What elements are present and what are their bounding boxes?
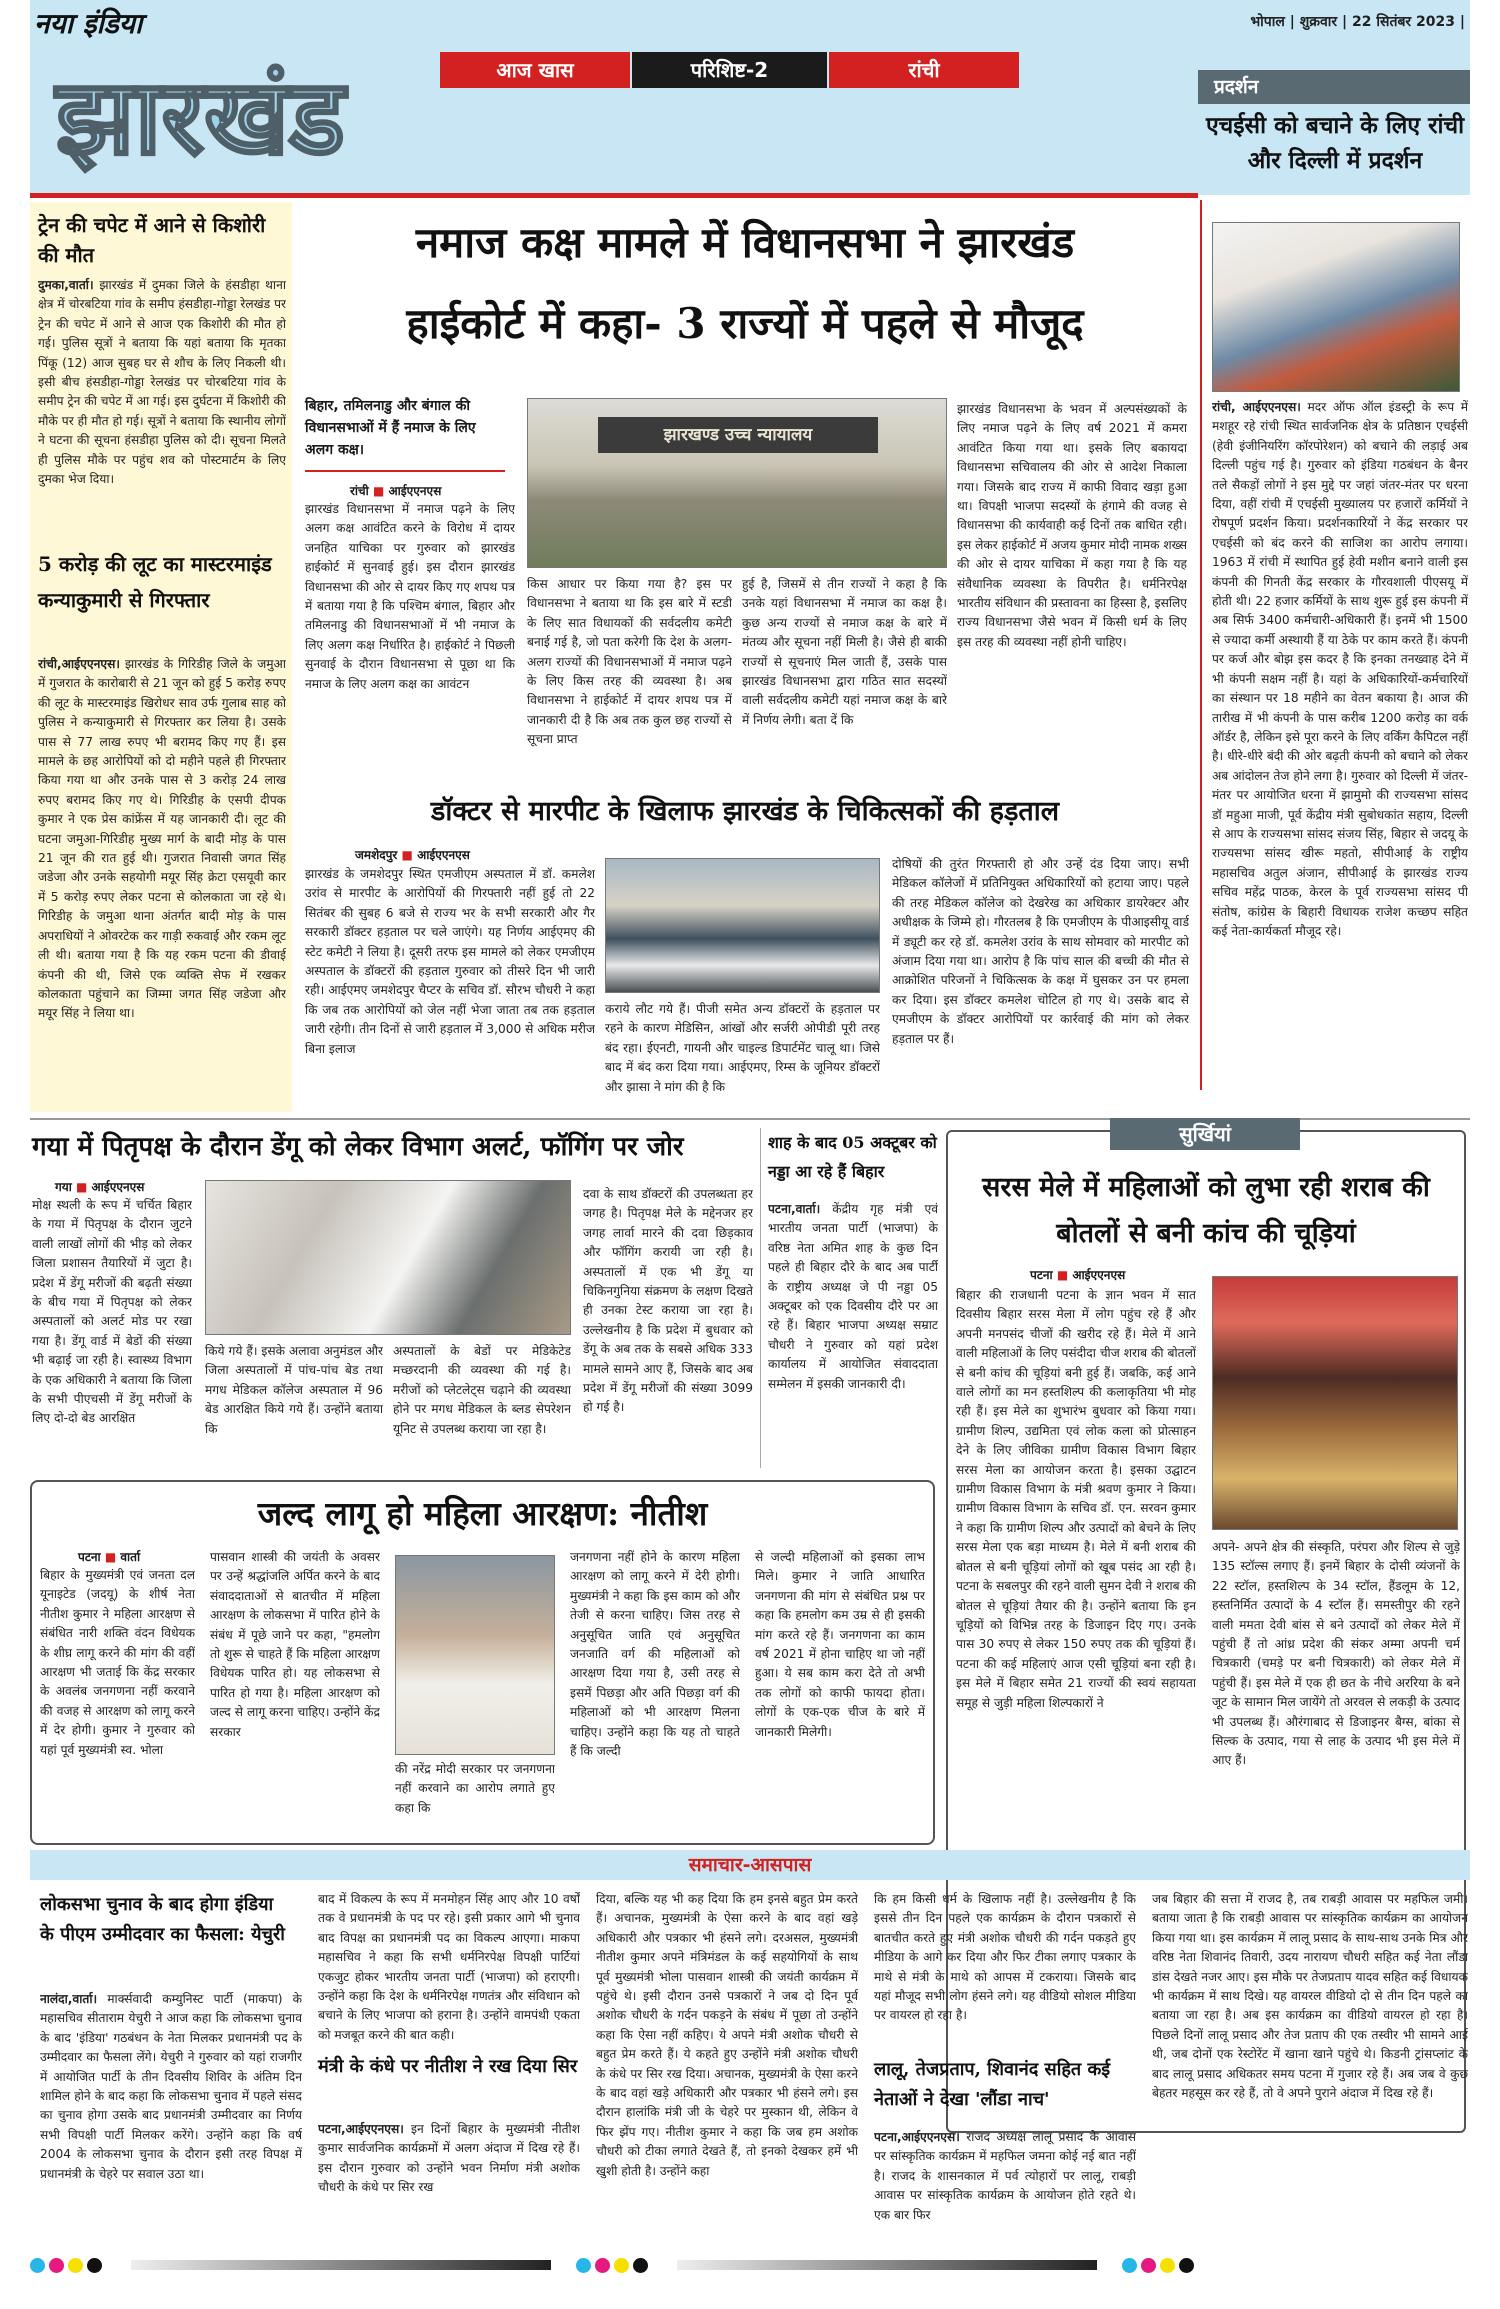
namaz-col-4: झारखंड विधानसभा के भवन में अल्पसंख्यकों के लिए नमाज पढ़ने के लिए वर्ष 2021 में कमरा आवंटित किया गया था। इसके लिए बकायदा विधानसभा सचिवालय की ओर से आदेश निकाला गया। जिसके बाद राज्य में काफी विवाद खड़ा हुआ था। विपक्षी भाजपा सदस्यों के हंगामे की वजह से विधानसभा की कार्यवाही कई दिनों तक बाधित रही। इस लेकर हाईकोर्ट में अजय कुमार मोदी नामक शख्स की ओर से दायर याचिका में कहा गया है कि यह संवैधानिक व्यवस्था के विपरीत है। धर्मनिरपेक्ष भारतीय संविधान की प्रस्तावना का हिस्सा है, इसलिए राज्य विधानसभा जैसे भवन में किसी धर्म के लिए इस तरह की व्यवस्था नहीं होनी चाहिए। bbox=[957, 402, 1187, 649]
nitish-col-1: बिहार के मुख्यमंत्री एवं जनता दल यूनाइटेड (जदयू) के शीर्ष नेता नीतीश कुमार ने महिला आरक्षण से संबंधित नारी शक्ति वंदन विधेयक के शीघ्र लागू करने की मांग की वहीं आरक्षण भी जताई कि केंद्र सरकार के अवलंब जनगणना नहीं करवाने की वजह से आरक्षण को लागू करने में देर होगी। कुमार ने गुरुवार को यहां पूर्व मुख्यमंत्री स्व. भोला bbox=[40, 1568, 195, 1757]
nitish-col-2: पासवान शास्त्री की जयंती के अवसर पर उन्हें श्रद्धांजलि अर्पित करने के बाद संवाददाताओं से बातचीत में महिला आरक्षण के लोकसभा में पारित होने के संबंध में पूछे जाने पर कहा, "हमलोग तो शुरू से चाहते हैं कि महिला आरक्षण विधेयक पारित हो। यह लोकसभा से पारित हो गया है। महिला आरक्षण को जल्द से लागू करना चाहिए। उन्होंने केंद्र सरकार bbox=[210, 1550, 380, 1739]
paper-name: नया इंडिया bbox=[34, 7, 143, 40]
yechury-headline: लोकसभा चुनाव के बाद होगा इंडिया के पीएम उम्मीदवार का फैसला: येचुरी bbox=[40, 1894, 285, 1945]
nitish-col-3: की नरेंद्र मोदी सरकार पर जनगणना नहीं करवाने का आरोप लगाते हुए कहा कि bbox=[395, 1762, 555, 1815]
doctors-strike-photo bbox=[605, 858, 880, 993]
gaya-dateline: गया ■ आईएएनएस bbox=[55, 1180, 145, 1194]
shah-headline: शाह के बाद 05 अक्टूबर को नड्डा आ रहे हैं बिहार bbox=[768, 1133, 937, 1181]
surkhiyan-col-1: बिहार की राजधानी पटना के ज्ञान भवन में सात दिवसीय बिहार सरस मेला में लोग पहुंच रहे हैं और अपनी मनपसंद चीजों की खरीद रहे हैं। मेले में आने वाली महिलाओं के लिए पसंदीदा चीज शराब की बोतलों से बनी कांच की चूड़ियां बनी हुई हैं। जबकि, कई आने वाले लोगों का मन हस्तशिल्प की कलाकृतिया भी मोह रही हैं। इस मेले का शुभारंभ बुधवार को किया गया। ग्रामीण शिल्प, उद्यमिता एवं लोक कला को प्रोत्साहन देने के लिए जीविका ग्रामीण विकास विभाग बिहार सरस मेला का आयोजन करता है। इसका उद्घाटन ग्रामीण विकास विभाग के मंत्री श्रवण कुमार ने किया। ग्रामीण विकास विभाग के सचिव डॉ. एन. सरवन कुमार ने कहा कि ग्रामीण शिल्प और उत्पादों को बेचने के लिए सरस मेला एक बड़ा माध्यम है। मेले में बनी शराब की बोतल से बनी चूड़ियां लोगों को खूब पसंद आ रही है। पटना के सबलपुर की रहने वाली सुमन देवी ने शराब की बोतल से चूड़ियां तैयार की है। उन्होंने बताया कि इन चूड़ियों को विभिन्न तरह के डिजाइन दिए गए। उनके पास 30 रुपए से लेकर 150 रुपए तक की चूड़ियां हैं। पटना की कई महिलाएं आज एसी चूड़ियां बना रही है। इस मेले में बिहार समेत 21 राज्यों की स्वयं सहायता समूह से जुड़ी महिला शिल्पकारों ने bbox=[956, 1288, 1196, 1710]
nitish-portrait-photo bbox=[395, 1555, 555, 1755]
gaya-col-2: किये गये हैं। इसके अलावा अनुमंडल और जिला अस्पतालों में पांच-पांच बेड तथा मगध मेडिकल कॉलेज अस्पताल में 96 बेड आरक्षित किये गये हैं। उन्होंने बताया कि bbox=[205, 1344, 383, 1436]
namaz-col-2: किस आधार पर किया गया है? इस पर विधानसभा ने बताया था कि इस बारे में स्टडी के लिए सात विधायकों की सर्वदलीय कमेटी बनाई गई है, जो पता करेगी कि देश के अलग-अलग राज्यों की विधानसभाओं में नमाज पढ़ने के लिए किस तरह की व्यवस्था है। अब विधानसभा ने हाईकोर्ट में दायर शपथ पत्र में जानकारी दी है कि अब तक कुल छह राज्यों से सूचना प्राप्त bbox=[527, 577, 732, 747]
section-tab-aaj-khas[interactable]: आज खास bbox=[440, 52, 630, 88]
doctor-dateline: जमशेदपुर ■ आईएएनएस bbox=[355, 848, 470, 862]
yechury-col-1: नालंदा,वार्ता। मार्क्सवादी कम्युनिस्ट पार्टी (माकपा) के महासचिव सीताराम येचुरी ने आज कहा कि लोकसभा चुनाव के बाद 'इंडिया' गठबंधन के नेता मिलकर प्रधानमंत्री पद के उम्मीदवार का फैसला लेंगे। येचुरी ने गुरुवार को यहां राजगीर में आयोजित पार्टी के तीन दिवसीय शिविर के अंतिम दिन शामिल होने के बाद कहा कि लोकसभा चुनाव में पहले संसद का चुनाव होगा उसके बाद प्रधानमंत्री उम्मीदवार का निर्णय सभी विपक्षी पार्टी मिलकर करेंगे। उन्होंने कहा कि वर्ष 2004 के लोकसभा चुनाव के दौरान इसी तरह विपक्ष में प्रधानमंत्री के चेहरे पर सवाल उठा था। bbox=[40, 1992, 302, 2181]
gaya-col-3: अस्पतालों के बेडों पर मेडिकेटेड मच्छरदानी की व्यवस्था की गई है। मरीजों को प्लेटलेट्स चढ़ाने की व्यवस्था होने पर मगध मेडिकल के ब्लड सेपरेशन यूनिट से उपलब्ध कराया जा रहा है। bbox=[393, 1344, 571, 1436]
doctor-headline: डॉक्टर से मारपीट के खिलाफ झारखंड के चिकित्सकों की हड़ताल bbox=[430, 796, 1060, 827]
train-headline: ट्रेन की चपेट में आने से किशोरी की मौत bbox=[38, 213, 266, 267]
pradarshan-headline: एचईसी को बचाने के लिए रांची और दिल्ली में प्रदर्शन bbox=[1205, 112, 1465, 174]
court-signboard: झारखण्ड उच्च न्यायालय bbox=[598, 417, 878, 453]
namaz-dateline: रांची ■ आईएएनएस bbox=[350, 484, 442, 498]
loot-body: रांची,आईएएनएस। झारखंड के गिरिडीह जिले के जमुआ में गुजरात के कारोबारी से 21 जून को हुई 5 करोड़ रुपए की लूट के मास्टरमाइंड खिरोधर साव उर्फ गुलाब साह को पुलिस ने कन्याकुमारी से गिरफ्तार कर लिया है। उसके पास से 77 लाख रुपए भी बरामद किए गए हैं। इस मामले के छह आरोपियों को दो महीने पहले ही गिरफ्तार किया गया था और उनके पास से 3 करोड़ 24 लाख रुपए बरामद किए गए थे। गिरिडीह के एसपी दीपक कुमार ने एक प्रेस कांफ्रेंस में यह जानकारी दी। लूट की घटना जमुआ-गिरिडीह मुख्य मार्ग के बादी मोड़ के पास 21 जून की रात हुई थी। गुजरात निवासी जगत सिंह जडेजा और उनके सहयोगी मयूर सिंह क्रेटा एसयूवी कार में 5 करोड़ रुपए लेकर पटना से कोलकाता जा रहे थे। गिरिडीह के जमुआ थाना अंतर्गत बादी मोड़ के पास अपराधियों ने ओवरटेक कर गाड़ी रुकवाई और रकम लूट ली थी। बताया गया है कि यह रकम पटना की डीवाई कंपनी की थी, जिसे एक व्यक्ति सेफ में रखकर कोलकाता पहुंचाने का जिम्मा जगत सिंह जडेजा और मयूर सिंह ने लिया था। bbox=[38, 657, 286, 1021]
loot-headline: 5 करोड़ की लूट का मास्टरमाइंड कन्याकुमारी से गिरफ्तार bbox=[38, 552, 272, 612]
doctor-col-2: कराये लौट गये हैं। पीजी समेत अन्य डॉक्टरों के हड़ताल पर रहने के कारण मेडिसिन, आंखों और सर्जरी ओपीडी पूरी तरह बंद रहा। ईएनटी, गायनी और चाइल्ड डिपार्टमेंट चालू था। जिसे बाद में बंद करा दिया गया। आईएमए, रिम्स के जूनियर डॉक्टरों और झासा ने मांग की है कि bbox=[605, 1002, 880, 1094]
lalu-col-5: जब बिहार की सत्ता में राजद है, तब राबड़ी आवास पर महफिल जमी। बताया जाता है कि राबड़ी आवास पर सांस्कृतिक कार्यक्रम का आयोजन किया गया था। इस कार्यक्रम में लालू प्रसाद के साथ-साथ उनके मित्र और वरिष्ठ नेता शिवानंद तिवारी, उदय नारायण चौधरी सहित कई नेता लौंडा डांस देखते नजर आए। इस मौके पर तेजप्रताप यादव सहित कई विधायक भी कार्यक्रम में साथ दिखे। यह वायरल वीडियो दो से तीन दिन पहले का बताया जा रहा है। अब इस कार्यक्रम का वीडियो वायरल हो रहा है। पिछले दिनों लालू प्रसाद और तेज प्रताप की एक तस्वीर भी सामने आई थी, जब दोनों एक रेस्टोरेंट में खाना खाने पहुंचे थे। किडनी ट्रांसप्लांट के बाद लालू प्रसाद अधिकतर समय पटना में गुजार रहे हैं। अब जब वे कुछ बेहतर महसूस कर रहे हैं, तो वे अपने पुराने अंदाज में दिख रहे हैं। bbox=[1152, 1892, 1468, 2101]
yechury-col-2: बाद में विकल्प के रूप में मनमोहन सिंह आए और 10 वर्षों तक वे प्रधानमंत्री के पद पर रहे। इसी प्रकार आगे भी चुनाव बाद विपक्ष का प्रधानमंत्री पद का विकल्प आएगा। माकपा महासचिव ने कहा कि सभी धर्मनिरपेक्ष विपक्षी पार्टियां एकजुट होकर भारतीय जनता पार्टी (भाजपा) को हराएगी। उन्होंने कहा कि देश के धर्मनिरपेक्ष गणतंत्र और संविधान को बचाने के लिए भाजपा को हराना है। उन्होंने वामपंथी एकता को मजबूत करने की बात कही। bbox=[318, 1892, 580, 2042]
nitish-col-4: जनगणना नहीं होने के कारण महिला आरक्षण को लागू करने में देरी होगी। मुख्यमंत्री ने कहा कि इस काम को और तेजी से करना चाहिए। जिस तरह से अनुसूचित जाति एवं अनुसूचित जनजाति वर्ग की महिलाओं को आरक्षण दिया गया है, उसी तरह से इसमें पिछड़ा और अति पिछड़ा वर्ग की महिलाओं को भी आरक्षण मिलना चाहिए। उन्होंने कहा कि यह तो चाहते हैं कि जल्दी bbox=[570, 1550, 740, 1759]
hec-protest-photo bbox=[1212, 222, 1460, 392]
nitish-head-headline: मंत्री के कंधे पर नीतीश ने रख दिया सिर bbox=[318, 2056, 578, 2077]
high-court-photo bbox=[527, 398, 947, 568]
nitish-headline: जल्द लागू हो महिला आरक्षण: नीतीश bbox=[257, 1494, 708, 1533]
namaz-col-1: झारखंड विधानसभा में नमाज पढ़ने के लिए अलग कक्ष आवंटित करने के विरोध में दायर जनहित याचिका पर गुरुवार को झारखंड हाईकोर्ट में सुनवाई हुई। इस दौरान झारखंड विधानसभा की ओर से दायर किए गए शपथ पत्र में बताया गया है कि पश्चिम बंगाल, बिहार और तमिलनाडु की विधानसभाओं में भी नमाज के लिए अलग कक्ष निर्धारित है। हाईकोर्ट ने पिछली सुनवाई के दौरान विधानसभा से पूछा था कि नमाज के लिए अलग कक्ष का आवंटन bbox=[305, 502, 515, 691]
right-column-rule bbox=[1200, 200, 1202, 1090]
nitish-head-col-4: कि हम किसी धर्म के खिलाफ नहीं है। उल्लेखनीय है कि इससे तीन दिन पहले एक कार्यक्रम के दौरान पत्रकारों से बातचीत करते हुए मंत्री अशोक चौधरी की गर्दन पकड़ते हुए मीडिया के आगे कर दिया और फिर टीका लगाए पत्रकार के माथे से मंत्री के माथे को आपस में टकराया। जिसके बाद यहां मौजूद सभी लोग हंसने लगे। यह वीडियो सोशल मीडिया पर वायरल हो रहा है। bbox=[874, 1892, 1136, 2023]
dateline-bar: भोपाल | शुक्रवार | 22 सितंबर 2023 | bbox=[1250, 14, 1465, 30]
pradarshan-label: प्रदर्शन bbox=[1198, 70, 1470, 104]
fogging-photo bbox=[205, 1180, 571, 1335]
section-tab-ranchi[interactable]: रांची bbox=[829, 52, 1019, 88]
shah-body: पटना,वार्ता। केंद्रीय गृह मंत्री एवं भारतीय जनता पार्टी (भाजपा) के वरिष्ठ नेता अमित शाह के कुछ दिन पहले ही बिहार दौरे के बाद अब पार्टी के राष्ट्रीय अध्यक्ष जे पी नड्डा 05 अक्टूबर को एक दिवसीय दौरे पर आ रहे हैं। बिहार भाजपा अध्यक्ष सम्राट चौधरी ने गुरुवार को यहां प्रदेश कार्यालय में आयोजित संवाददाता सम्मेलन में इसकी जानकारी दी। bbox=[768, 1202, 938, 1391]
namaz-headline-line-2: हाईकोर्ट में कहा- 3 राज्यों में पहले से मौजूद bbox=[406, 299, 1084, 348]
footer-registration-bar bbox=[30, 2258, 1470, 2280]
namaz-col-3: हुई है, जिसमें से तीन राज्यों ने कहा है कि उनके यहां विधानसभा में नमाज का कक्ष है। कुछ अन्य राज्यों से नमाज कक्ष के बारे में मंतव्य और सूचना नहीं मिली है। जैसे ही बाकी राज्यों से सूचनाएं मिल जाती हैं, उसके पास झारखंड विधानसभा द्वारा गठित सात सदस्यों वाली सर्वदलीय कमेटी यहां नमाज कक्ष के बारे में निर्णय लेगी। बता दें कि bbox=[742, 577, 947, 727]
nitish-col-5: से जल्दी महिलाओं को इसका लाभ मिले। कुमार ने जाति आधारित जनगणना की मांग से संबंधित प्रश्न पर कहा कि हमलोग कम उम्र से ही इसकी मांग करते रहे हैं। जनगणना का काम वर्ष 2021 में होना चाहिए था जो नहीं हुआ। ये सब काम करा देते तो अभी तक लोगों को काफी फायदा होता। लोगों के एक-एक चीज के बारे में जानकारी मिलेगी। bbox=[755, 1550, 925, 1739]
bangles-stall-photo bbox=[1212, 1276, 1458, 1530]
lalu-col-4: पटना,आईएएनएस। राजद अध्यक्ष लालू प्रसाद के आवास पर सांस्कृतिक कार्यक्रम में महफिल जमना कोई नई बात नहीं है। राजद के शासनकाल में पर्व त्योहारों पर लालू, राबड़ी आवास पर सांस्कृतिक कार्यक्रम के आयोजन होते रहते थे। एक बार फिर bbox=[874, 2130, 1136, 2222]
surkhiyan-col-2: अपने- अपने क्षेत्र की संस्कृति, परंपरा और शिल्प से जुड़े 135 स्टॉल्स लगाए हैं। इनमें बिहार के दोसी व्यंजनों के 22 स्टॉल, हस्तशिल्प के 34 स्टॉल, हैंडलूम के 12, हस्तनिर्मित उत्पादों के 4 स्टॉल हैं। समस्तीपुर की रहने वाली ममता देवी बांस से बने उत्पादों को लेकर मेले में पहुंची हैं तो आंध्र प्रदेश की संकर अम्मा अपनी चर्म चित्रकारी (चमड़े पर बनी चित्रकारी) को लेकर मेले में पहुंची हैं। इस मेले में एक ही छत के नीचे अररिया के बने जूट के सामान मिल जायेंगे तो अरवल से लकड़ी के उत्पाद भी उपलब्ध हैं। औरंगाबाद से डिजाइनर बैग्स, बांका से सिल्क के उत्पाद, गया से लाह के उत्पाद भी इस मेले में आए हैं। bbox=[1212, 1540, 1460, 1768]
gaya-col-4: दवा के साथ डॉक्टरों की उपलब्धता हर जगह है। पितृपक्ष मेले के मद्देनजर हर जगह लार्वा मारने की दवा छिड़काव और फॉगिंग करायी जा रही है। अस्पतालों में एक भी डेंगू या चिकिनगुनिया संक्रमण के लक्षण दिखते ही उनका टेस्ट कराया जा रहा है। उल्लेखनीय है कि प्रदेश में बुधवार को डेंगू के अब तक के सबसे अधिक 333 मामले सामने आए हैं, जिसके बाद अब प्रदेश में डेंगू मरीजों की संख्या 3099 हो गई है। bbox=[583, 1187, 753, 1415]
section-tab-parishisht[interactable]: परिशिष्ट-2 bbox=[632, 52, 827, 88]
surkhiyan-dateline: पटना ■ आईएएनएस bbox=[1030, 1268, 1126, 1282]
doctor-col-3: दोषियों की तुरंत गिरफ्तारी हो और उन्हें दंड दिया जाए। सभी मेडिकल कॉलेजों में प्रतिनियुक्त अधिकारियों को हटाया जाए। पहले की तरह मेडिकल कॉलेज को देखरेख का अधिकार डायरेक्टर और अधीक्षक के जिम्मे हो। गौरतलब है कि एमजीएम के पीआइसीयू वार्ड में ड्यूटी कर रहे डॉ. कमलेश उरांव के साथ सोमवार को मारपीट को अंजाम दिया गया था। आरोप है कि पांच साल की बच्ची की मौत से आक्रोशित परिजनों ने चिकित्सक के कक्ष में घुसकर उन पर हमला कर दिया। इस डॉक्टर कमलेश चोटिल हो गए थे। उसके बाद से एमजीएम के डॉक्टर आरोपियों पर कार्रवाई की मांग को लेकर हड़ताल पर हैं। bbox=[892, 857, 1189, 1046]
gaya-shah-divider bbox=[760, 1128, 761, 1468]
surkhiyan-label: सुर्खियां bbox=[1110, 1118, 1300, 1150]
namaz-headline-line-1: नमाज कक्ष मामले में विधानसभा ने झारखंड bbox=[415, 218, 1075, 267]
train-body: दुमका,वार्ता। झारखंड में दुमका जिले के हंसडीहा थाना क्षेत्र में चोरबटिया गांव के समीप हंसडीहा-गोड्डा रेलखंड पर ट्रेन की चपेट में आने से आज एक किशोरी की मौत हो गई। पुलिस सूत्रों ने बताया कि यहां बताया कि मृतका पिंकू (12) आज सुबह घर से शौच के लिए निकली थी। इसी बीच हंसडीहा-गोड्डा रेलखंड पर चोरबटिया गांव के समीप ट्रेन की चपेट में आ गई। इस दुर्घटना में किशोरी की मौके पर ही मौत हो गई। सूत्रों ने बताया कि स्थानीय लोगों ने घटना की सूचना हंसडीहा पुलिस को दी। सूचना मिलते ही पुलिस मौके पर पहुंच शव को पोस्टमार्टम के लिए दुमका भेज दिया। bbox=[38, 278, 286, 487]
aaspaas-label: समाचार-आसपास bbox=[688, 1854, 812, 1876]
nitish-head-col-3: दिया, बल्कि यह भी कह दिया कि हम इनसे बहुत प्रेम करते हैं। अचानक, मुख्यमंत्री के ऐसा करने के बाद वहां खड़े अधिकारी और पत्रकार भी हंसने लगे। दरअसल, मुख्यमंत्री नीतीश कुमार अपने मंत्रिमंडल के कई सहयोगियों के साथ पूर्व मुख्यमंत्री भोला पासवान शास्त्री की जयंती कार्यक्रम में पहुंचे थे। इसी दौरान उनसे पत्रकारों ने जब दो दिन पूर्व अशोक चौधरी के गर्दन पकड़ने के संबंध में पूछा तो उन्होंने कहा कि ऐसा नहीं कहिए। ये अपने मंत्री अशोक चौधरी से बहुत प्रेम करते हैं। ये कहते हुए उन्होंने मंत्री अशोक चौधरी के कंधे पर सिर रख दिया। अचानक, मुख्यमंत्री के ऐसा करने के बाद वहां खड़े अधिकारी और पत्रकार भी हंसने लगे। इस दौरान हालांकि मंत्री जी के चेहरे पर मुस्कान थी, लेकिन वे फिर झेंप गए। नीतीश कुमार ने कहा कि जब हम अशोक चौधरी को टीका लगाते देखते हैं, तो इनको देखकर हमें भी खुशी होती है। उन्होंने कहा bbox=[596, 1892, 858, 2178]
namaz-deck: बिहार, तमिलनाडु और बंगाल की विधानसभाओं में हैं नमाज के लिए अलग कक्ष। bbox=[305, 398, 476, 458]
namaz-deck-rule bbox=[305, 470, 505, 472]
nitish-head-col-2: पटना,आईएएनएस। इन दिनों बिहार के मुख्यमंत्री नीतीश कुमार सार्वजनिक कार्यक्रमों में अलग अंदाज में दिख रहे हैं। इस दौरान गुरुवार को उन्होंने भवन निर्माण मंत्री अशोक चौधरी के कंधे पर सिर रख bbox=[318, 2122, 580, 2195]
doctor-col-1: झारखंड के जमशेदपुर स्थित एमजीएम अस्पताल में डॉ. कमलेश उरांव से मारपीट के आरोपियों की गिरफ्तारी नहीं हुई तो 22 सितंबर की सुबह 6 बजे से राज्य भर के सभी सरकारी और गैर सरकारी डॉक्टर हड़ताल पर चले जाएंगे। यह निर्णय आईएमए की स्टेट कमेटी ने लिया है। दूसरी तरफ इस मामले को लेकर एमजीएम अस्पताल के डॉक्टरों की हड़ताल गुरुवार को तीसरे दिन भी जारी रही। आईएमए जमशेदपुर चैप्टर के सचिव डॉ. सौरभ चौधरी ने कहा कि जब तक आरोपियों को जेल नहीं भेजा जाता तब तक हड़ताल जारी रहेगी। तीन दिनों से जारी हड़ताल में 3,000 से अधिक मरीज बिना इलाज bbox=[305, 867, 595, 1056]
nitish-dateline: पटना ■ वार्ता bbox=[78, 1550, 141, 1564]
masthead-red-rule bbox=[30, 193, 1198, 198]
gaya-col-1: मोक्ष स्थली के रूप में चर्चित बिहार के गया में पितृपक्ष के दौरान जुटने वाली लाखों लोगों की भीड़ को लेकर जिला प्रशासन तैयारियों में जुटा है। प्रदेश में डेंगू मरीजों की बढ़ती संख्या के बीच गया में पितृपक्ष को लेकर अस्पतालों को अलर्ट मोड पर रखा गया है। डेंगू वार्ड में बेडों की संख्या भी बढ़ाई जा रही है। स्वास्थ्य विभाग के एक अधिकारी ने बताया कि जिला के सभी पीएचसी में डेंगू मरीजों के लिए दो-दो बेड आरक्षित bbox=[32, 1198, 192, 1426]
state-title: झारखंड bbox=[56, 55, 345, 178]
pradarshan-body: रांची, आईएएनएस। मदर ऑफ ऑल इंडस्ट्री के रूप में मशहूर रहे रांची स्थित सार्वजनिक क्षेत्र के प्रतिष्ठान एचईसी (हेवी इंजीनियरिंग कॉरपोरेशन) को बचाने की लड़ाई अब दिल्ली पहुंच गई है। गुरुवार को इंडिया गठबंधन के बैनर तले सैकड़ों लोगों ने इस मुद्दे पर जहां जंतर-मंतर पर धरना दिया, वहीं रांची में एचईसी मुख्यालय पर हजारों कर्मियों ने रोषपूर्ण प्रदर्शन किया। प्रदर्शनकारियों ने केंद्र सरकार पर एचईसी को बंद करने की साजिश का आरोप लगाया। 1963 में रांची में स्थापित हुई हेवी मशीन बनाने वाली इस कंपनी की गिनती केंद्र सरकार के गौरवशाली पीएसयू में होती थी। 22 हजार कर्मियों के साथ शुरू हुई इस कंपनी में अब सिर्फ 3400 कर्मचारी-अधिकारी हैं। इनमें भी 1500 से ज्यादा कर्मी अस्थायी हैं या ठेके पर काम करते हैं। कंपनी पर कर्ज और बोझ इस कदर है कि इनका तनख्वाह देने में भी कंपनी सक्षम नहीं है। यहां के अधिकारियों-कर्मचारियों का संस्थान पर 18 महीने का वेतन बकाया है। आज की तारीख में भी कंपनी के पास करीब 1200 करोड़ का वर्क ऑर्डर है, लेकिन इसे पूरा करने के लिए वर्किंग कैपिटल नहीं है। धीरे-धीरे बंदी की ओर बढ़ती कंपनी को बचाने को लेकर अब आंदोलन तेज होने लगा है। गुरुवार को दिल्ली में जंतर-मंतर पर आयोजित धरना में झामुमो की राज्यसभा सांसद डॉ महुआ माजी, पूर्व केंद्रीय मंत्री सुबोधकांत सहाय, दिल्ली से आप के राज्यसभा सांसद संजय सिंह, बिहार से जदयू के राज्यसभा सांसद खीरू महतो, सीपीआई के राष्ट्रीय महासचिव अतुल अंजान, सीपीआई के झारखंड राज्य सचिव महेंद्र पाठक, केरल के पूर्व राज्यसभा सांसद पी संतोष, कांग्रेस के बिहारी विधायक राजेश कच्छप सहित कई नेता-कार्यकर्ता मौजूद रहे। bbox=[1212, 400, 1468, 938]
surkhiyan-headline: सरस मेले में महिलाओं को लुभा रही शराब की बोतलों से बनी कांच की चूड़ियां bbox=[982, 1172, 1430, 1249]
lalu-headline: लालू, तेजप्रताप, शिवानंद सहित कई नेताओं ने देखा 'लौंडा नाच' bbox=[874, 2059, 1111, 2110]
gaya-headline: गया में पितृपक्ष के दौरान डेंगू को लेकर विभाग अलर्ट, फॉगिंग पर जोर bbox=[32, 1132, 684, 1162]
